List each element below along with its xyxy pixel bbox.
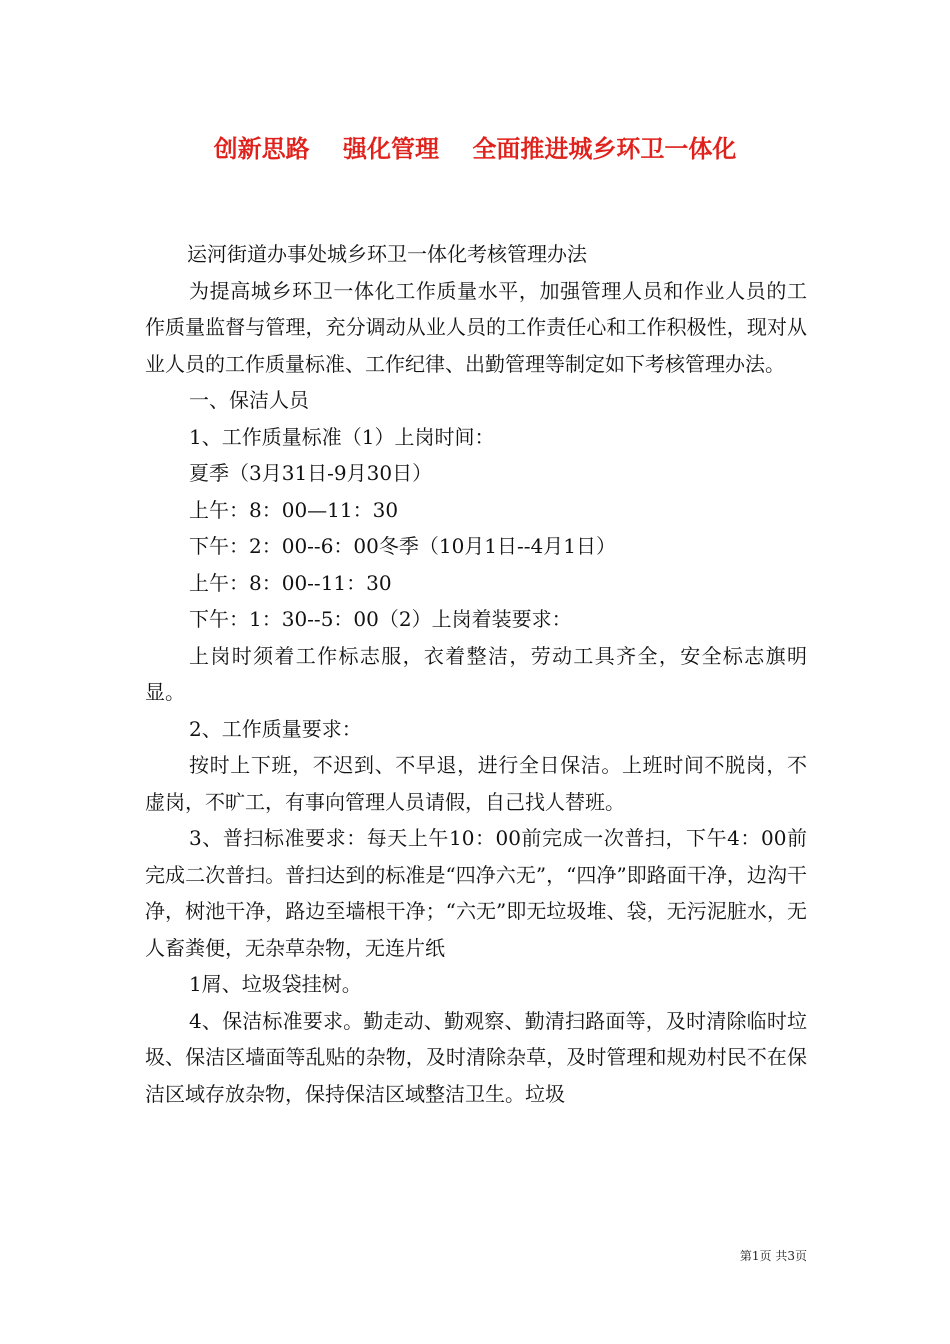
paragraph: 上岗时须着工作标志服，衣着整洁，劳动工具齐全，安全标志旗明显。 bbox=[145, 643, 807, 704]
paragraph: 夏季（3月31日-9月30日） bbox=[189, 461, 433, 485]
paragraph: 2、工作质量要求： bbox=[189, 716, 362, 741]
section-heading: 一、保洁人员 bbox=[189, 388, 309, 412]
subtitle-paragraph: 运河街道办事处城乡环卫一体化考核管理办法 bbox=[187, 242, 587, 266]
paragraph: 1屑、垃圾袋挂树。 bbox=[189, 972, 362, 996]
paragraph: 上午：8：00--11：30 bbox=[189, 570, 392, 595]
document-body bbox=[145, 236, 807, 1112]
page-number-footer: 第1页 共3页 bbox=[739, 1249, 807, 1263]
paragraph: 上午：8：00—11：30 bbox=[189, 497, 399, 522]
intro-paragraph: 为提高城乡环卫一体化工作质量水平，加强管理人员和作业人员的工作质量监督与管理，充分调动从业人员的工作责任心和工作积极性，现对从业人员的工作质量标准、工作纪律、出勤管理等制定如下考核管理办法。 bbox=[145, 278, 807, 376]
paragraph: 下午：1：30--5：00（2）上岗着装要求： bbox=[189, 607, 572, 631]
paragraph: 1、工作质量标准（1）上岗时间： bbox=[189, 424, 495, 449]
paragraph: 4、保洁标准要求。勤走动、勤观察、勤清扫路面等，及时清除临时垃圾、保洁区墙面等乱贴的杂物，及时清除杂草，及时管理和规劝村民不在保洁区域存放杂物，保持保洁区域整洁卫生。垃圾 bbox=[145, 1008, 807, 1106]
paragraph: 按时上下班，不迟到、不早退，进行全日保洁。上班时间不脱岗，不虚岗，不旷工，有事向管理人员请假，自己找人替班。 bbox=[145, 753, 807, 814]
paragraph: 3、普扫标准要求：每天上午10：00前完成一次普扫，下午4：00前完成二次普扫。普扫达到的标准是“四净六无”，“四净”即路面干净，边沟干净，树池干净，路边至墙根干净；“六无”即无垃圾堆、袋，无污泥脏水，无人畜粪便，无杂草杂物，无连片纸 bbox=[145, 826, 807, 960]
paragraph: 下午：2：00--6：00冬季（10月1日--4月1日） bbox=[189, 534, 617, 558]
document-title: 创新思路 强化管理 全面推进城乡环卫一体化 bbox=[213, 134, 737, 163]
